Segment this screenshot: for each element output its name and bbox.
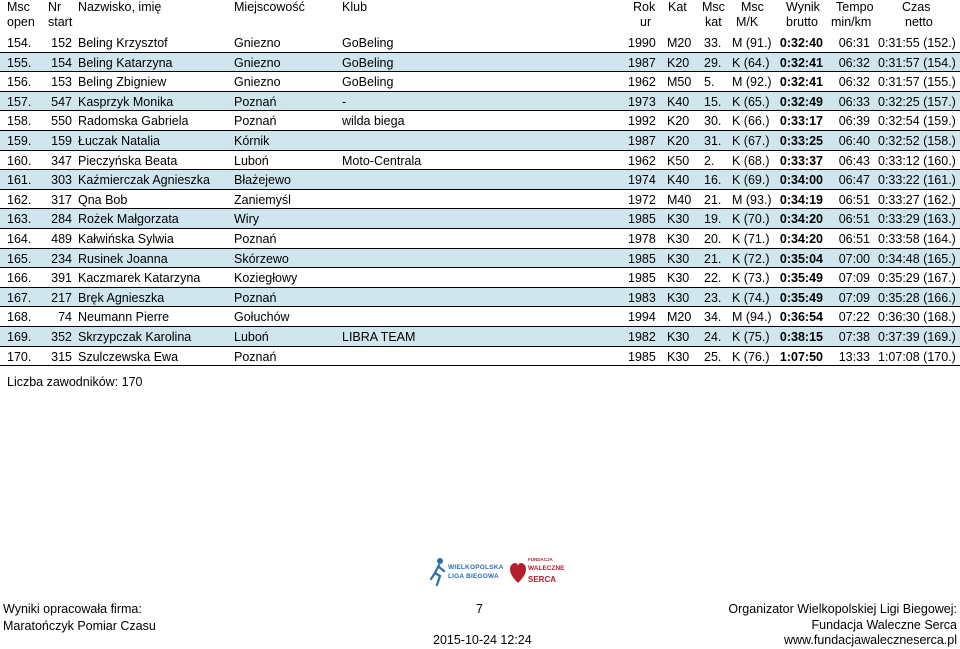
results-table bbox=[0, 33, 960, 366]
row-city: Poznań bbox=[234, 94, 277, 109]
header-club: Klub bbox=[342, 0, 368, 14]
header-nr: Nr bbox=[48, 0, 62, 14]
row-club: LIBRA TEAM bbox=[342, 329, 416, 344]
row-rok: 1985 bbox=[628, 212, 656, 227]
wielkopolska-liga-biegowa-logo bbox=[430, 555, 504, 589]
header-open: open bbox=[7, 15, 35, 29]
row-mk: M (91.) bbox=[732, 36, 772, 50]
row-rok: 1990 bbox=[628, 36, 656, 50]
row-tempo: 07:09 bbox=[838, 271, 870, 286]
row-tempo: 13:33 bbox=[838, 349, 870, 364]
row-city: Wiry bbox=[234, 212, 259, 227]
row-tempo: 07:00 bbox=[838, 251, 870, 266]
row-netto: 0:32:25 (157.) bbox=[878, 94, 956, 109]
row-netto: 0:35:28 (166.) bbox=[878, 290, 956, 305]
table-row bbox=[0, 288, 960, 308]
row-netto: 0:31:55 (152.) bbox=[878, 36, 956, 50]
table-row bbox=[0, 72, 960, 92]
row-name: Beling Zbigniew bbox=[78, 75, 167, 90]
row-brutto: 0:35:49 bbox=[779, 290, 823, 305]
row-msc: 164. bbox=[7, 231, 32, 246]
row-mk: K (74.) bbox=[732, 290, 770, 305]
row-brutto: 1:07:50 bbox=[779, 349, 823, 364]
row-msc-kat: 31. bbox=[704, 133, 722, 148]
table-row bbox=[0, 327, 960, 347]
row-city: Gniezno bbox=[234, 75, 281, 90]
row-name: Neumann Pierre bbox=[78, 310, 170, 325]
table-row bbox=[0, 33, 960, 53]
row-club: GoBeling bbox=[342, 36, 394, 50]
table-header bbox=[0, 0, 960, 32]
row-netto: 0:31:57 (155.) bbox=[878, 75, 956, 90]
row-club: Moto-Centrala bbox=[342, 153, 422, 168]
row-nr: 284 bbox=[51, 212, 72, 227]
row-city: Poznań bbox=[234, 290, 277, 305]
row-brutto: 0:34:19 bbox=[779, 192, 823, 207]
row-msc: 170. bbox=[7, 349, 32, 364]
row-rok: 1973 bbox=[628, 94, 656, 109]
row-kat: K50 bbox=[667, 153, 690, 168]
row-tempo: 06:43 bbox=[838, 153, 870, 168]
row-kat: K30 bbox=[667, 212, 690, 227]
row-tempo: 06:51 bbox=[838, 212, 870, 227]
row-nr: 347 bbox=[51, 153, 72, 168]
row-netto: 0:32:52 (158.) bbox=[878, 133, 956, 148]
row-msc: 166. bbox=[7, 271, 32, 286]
table-row bbox=[0, 190, 960, 210]
row-msc-kat: 29. bbox=[704, 55, 722, 70]
row-name: Łuczak Natalia bbox=[78, 133, 160, 148]
row-netto: 0:35:29 (167.) bbox=[878, 271, 956, 286]
table-row bbox=[0, 131, 960, 151]
row-name: Beling Katarzyna bbox=[78, 55, 173, 70]
row-kat: K30 bbox=[667, 290, 690, 305]
row-tempo: 06:47 bbox=[838, 173, 870, 188]
row-kat: K20 bbox=[667, 55, 690, 70]
row-netto: 0:32:54 (159.) bbox=[878, 114, 956, 129]
row-mk: K (67.) bbox=[732, 133, 770, 148]
row-msc: 154. bbox=[7, 36, 32, 50]
row-tempo: 07:38 bbox=[838, 329, 870, 344]
row-msc-kat: 21. bbox=[704, 192, 722, 207]
row-netto: 1:07:08 (170.) bbox=[878, 349, 956, 364]
row-name: Rożek Małgorzata bbox=[78, 212, 179, 227]
row-msc: 160. bbox=[7, 153, 32, 168]
row-mk: M (93.) bbox=[732, 192, 772, 207]
row-rok: 1994 bbox=[628, 310, 656, 325]
row-brutto: 0:33:25 bbox=[779, 133, 823, 148]
row-kat: K30 bbox=[667, 329, 690, 344]
header-msc-mk: Msc bbox=[741, 0, 764, 14]
row-name: Kasprzyk Monika bbox=[78, 94, 174, 109]
row-mk: M (92.) bbox=[732, 75, 772, 90]
row-city: Skórzewo bbox=[234, 251, 289, 266]
row-tempo: 06:51 bbox=[838, 192, 870, 207]
row-tempo: 06:39 bbox=[838, 114, 870, 129]
row-kat: K30 bbox=[667, 231, 690, 246]
footer-company-label: Wyniki opracowała firma: bbox=[3, 602, 142, 616]
row-msc-kat: 24. bbox=[704, 329, 722, 344]
row-kat: M20 bbox=[667, 36, 692, 50]
row-netto: 0:36:30 (168.) bbox=[878, 310, 956, 325]
logo-left-line1: WIELKOPOLSKA bbox=[448, 564, 504, 571]
row-tempo: 06:33 bbox=[838, 94, 870, 109]
row-rok: 1962 bbox=[628, 75, 656, 90]
row-nr: 234 bbox=[51, 251, 72, 266]
row-brutto: 0:32:49 bbox=[779, 94, 823, 109]
row-brutto: 0:33:37 bbox=[779, 153, 823, 168]
row-nr: 489 bbox=[51, 231, 72, 246]
table-row bbox=[0, 151, 960, 171]
row-tempo: 07:09 bbox=[838, 290, 870, 305]
row-msc: 168. bbox=[7, 310, 32, 325]
row-city: Poznań bbox=[234, 114, 277, 129]
row-msc: 158. bbox=[7, 114, 32, 129]
header-city: Miejscowość bbox=[234, 0, 305, 14]
header-ur: ur bbox=[640, 15, 652, 29]
row-kat: K40 bbox=[667, 173, 690, 188]
row-brutto: 0:32:41 bbox=[779, 55, 823, 70]
row-netto: 0:33:58 (164.) bbox=[878, 231, 956, 246]
row-msc-kat: 25. bbox=[704, 349, 722, 364]
row-rok: 1978 bbox=[628, 231, 656, 246]
row-netto: 0:33:12 (160.) bbox=[878, 153, 956, 168]
row-nr: 391 bbox=[51, 271, 72, 286]
footer-organizer-name: Fundacja Waleczne Serca bbox=[811, 618, 957, 632]
row-brutto: 0:32:41 bbox=[779, 75, 823, 90]
row-mk: K (72.) bbox=[732, 251, 770, 266]
row-name: Szulczewska Ewa bbox=[78, 349, 179, 364]
row-nr: 159 bbox=[51, 133, 72, 148]
row-mk: K (66.) bbox=[732, 114, 770, 129]
row-msc: 161. bbox=[7, 173, 32, 188]
row-name: Radomska Gabriela bbox=[78, 114, 189, 129]
row-nr: 303 bbox=[51, 173, 72, 188]
row-netto: 0:33:27 (162.) bbox=[878, 192, 956, 207]
table-row bbox=[0, 229, 960, 249]
row-nr: 152 bbox=[51, 36, 72, 50]
row-nr: 74 bbox=[58, 310, 72, 325]
row-city: Luboń bbox=[234, 329, 269, 344]
row-name: Beling Krzysztof bbox=[78, 36, 168, 50]
row-mk: K (69.) bbox=[732, 173, 770, 188]
row-msc-kat: 30. bbox=[704, 114, 722, 129]
row-netto: 0:31:57 (154.) bbox=[878, 55, 956, 70]
row-mk: K (70.) bbox=[732, 212, 770, 227]
row-city: Luboń bbox=[234, 153, 269, 168]
row-msc-kat: 16. bbox=[704, 173, 722, 188]
row-kat: K30 bbox=[667, 349, 690, 364]
row-brutto: 0:32:40 bbox=[779, 36, 823, 50]
row-kat: K20 bbox=[667, 133, 690, 148]
header-min-km: min/km bbox=[831, 15, 872, 29]
row-tempo: 06:31 bbox=[838, 36, 870, 50]
header-mk: M/K bbox=[736, 15, 759, 29]
table-row bbox=[0, 170, 960, 190]
page-number: 7 bbox=[476, 602, 483, 616]
row-tempo: 07:22 bbox=[838, 310, 870, 325]
row-netto: 0:33:22 (161.) bbox=[878, 173, 956, 188]
header-start: start bbox=[48, 15, 73, 29]
table-row bbox=[0, 92, 960, 112]
table-row bbox=[0, 268, 960, 288]
row-kat: M20 bbox=[667, 310, 692, 325]
row-city: Koziegłowy bbox=[234, 271, 298, 286]
row-brutto: 0:33:17 bbox=[779, 114, 823, 129]
row-club: GoBeling bbox=[342, 75, 394, 90]
row-kat: M40 bbox=[667, 192, 692, 207]
row-brutto: 0:34:20 bbox=[779, 231, 823, 246]
header-rok: Rok bbox=[633, 0, 656, 14]
row-nr: 547 bbox=[51, 94, 72, 109]
row-mk: K (65.) bbox=[732, 94, 770, 109]
row-msc-kat: 5. bbox=[704, 75, 715, 90]
table-row bbox=[0, 111, 960, 131]
row-name: Kałwińska Sylwia bbox=[78, 231, 174, 246]
heart-icon bbox=[510, 561, 526, 585]
table-row bbox=[0, 209, 960, 229]
waleczne-serca-logo bbox=[510, 555, 565, 591]
participant-count: Liczba zawodników: 170 bbox=[7, 375, 143, 389]
row-rok: 1983 bbox=[628, 290, 656, 305]
footer-company-name: Maratończyk Pomiar Czasu bbox=[3, 619, 156, 633]
row-nr: 550 bbox=[51, 114, 72, 129]
row-msc: 156. bbox=[7, 75, 32, 90]
row-rok: 1982 bbox=[628, 329, 656, 344]
logo-right-line3: SERCA bbox=[528, 575, 557, 584]
row-kat: K40 bbox=[667, 94, 690, 109]
row-rok: 1974 bbox=[628, 173, 656, 188]
row-msc-kat: 2. bbox=[704, 153, 715, 168]
row-mk: M (94.) bbox=[732, 310, 772, 325]
row-tempo: 06:51 bbox=[838, 231, 870, 246]
row-tempo: 06:32 bbox=[838, 55, 870, 70]
sponsor-logos bbox=[430, 555, 570, 591]
row-mk: K (76.) bbox=[732, 349, 770, 364]
row-rok: 1972 bbox=[628, 192, 656, 207]
row-msc: 155. bbox=[7, 55, 32, 70]
row-msc-kat: 19. bbox=[704, 212, 722, 227]
row-club: GoBeling bbox=[342, 55, 394, 70]
row-club: - bbox=[342, 94, 347, 109]
row-city: Poznań bbox=[234, 349, 277, 364]
row-city: Gniezno bbox=[234, 55, 281, 70]
row-name: Rusinek Joanna bbox=[78, 251, 168, 266]
row-msc-kat: 33. bbox=[704, 36, 722, 50]
row-name: Pieczyńska Beata bbox=[78, 153, 178, 168]
row-msc: 169. bbox=[7, 329, 32, 344]
row-nr: 153 bbox=[51, 75, 72, 90]
row-kat: M50 bbox=[667, 75, 692, 90]
row-nr: 315 bbox=[51, 349, 72, 364]
row-city: Poznań bbox=[234, 231, 277, 246]
runner-icon bbox=[430, 557, 446, 587]
row-rok: 1962 bbox=[628, 153, 656, 168]
row-name: Kaźmierczak Agnieszka bbox=[78, 173, 211, 188]
row-nr: 317 bbox=[51, 192, 72, 207]
table-row bbox=[0, 307, 960, 327]
header-name: Nazwisko, imię bbox=[78, 0, 162, 14]
row-kat: K30 bbox=[667, 271, 690, 286]
row-rok: 1985 bbox=[628, 271, 656, 286]
row-nr: 217 bbox=[51, 290, 72, 305]
row-mk: K (75.) bbox=[732, 329, 770, 344]
row-brutto: 0:38:15 bbox=[779, 329, 823, 344]
row-msc-kat: 22. bbox=[704, 271, 722, 286]
row-brutto: 0:36:54 bbox=[779, 310, 823, 325]
row-mk: K (73.) bbox=[732, 271, 770, 286]
row-nr: 154 bbox=[51, 55, 72, 70]
row-msc: 162. bbox=[7, 192, 32, 207]
logo-left-line2: LIGA BIEGOWA bbox=[448, 573, 499, 580]
row-netto: 0:34:48 (165.) bbox=[878, 251, 956, 266]
row-mk: K (71.) bbox=[732, 231, 770, 246]
row-msc: 163. bbox=[7, 212, 32, 227]
row-brutto: 0:34:00 bbox=[779, 173, 823, 188]
logo-right-line1: FUNDACJA bbox=[528, 557, 553, 562]
header-msc-kat: Msc bbox=[702, 0, 725, 14]
row-kat: K30 bbox=[667, 251, 690, 266]
logo-right-line2: WALECZNE bbox=[528, 565, 565, 572]
header-brutto: brutto bbox=[786, 15, 818, 29]
header-wynik: Wynik bbox=[786, 0, 820, 14]
row-msc: 167. bbox=[7, 290, 32, 305]
header-msc: Msc bbox=[7, 0, 30, 14]
header-czas: Czas bbox=[902, 0, 931, 14]
row-msc: 165. bbox=[7, 251, 32, 266]
table-row bbox=[0, 249, 960, 269]
row-club: wilda biega bbox=[342, 114, 405, 129]
header-tempo: Tempo bbox=[836, 0, 874, 14]
row-msc-kat: 15. bbox=[704, 94, 722, 109]
table-row bbox=[0, 347, 960, 367]
footer-organizer-label: Organizator Wielkopolskiej Ligi Biegowej: bbox=[728, 602, 957, 616]
row-name: Kaczmarek Katarzyna bbox=[78, 271, 201, 286]
row-city: Kórnik bbox=[234, 133, 270, 148]
row-city: Błażejewo bbox=[234, 173, 291, 188]
header-kat: Kat bbox=[668, 0, 687, 14]
row-msc-kat: 23. bbox=[704, 290, 722, 305]
row-msc-kat: 34. bbox=[704, 310, 722, 325]
row-city: Gołuchów bbox=[234, 310, 290, 325]
header-kat-sub: kat bbox=[705, 15, 722, 29]
table-row bbox=[0, 53, 960, 73]
row-rok: 1992 bbox=[628, 114, 656, 129]
footer-date: 2015-10-24 12:24 bbox=[433, 633, 532, 647]
row-msc: 159. bbox=[7, 133, 32, 148]
row-rok: 1987 bbox=[628, 55, 656, 70]
row-brutto: 0:34:20 bbox=[779, 212, 823, 227]
row-kat: K20 bbox=[667, 114, 690, 129]
row-tempo: 06:32 bbox=[838, 75, 870, 90]
row-rok: 1985 bbox=[628, 349, 656, 364]
row-rok: 1987 bbox=[628, 133, 656, 148]
row-rok: 1985 bbox=[628, 251, 656, 266]
row-name: Skrzypczak Karolina bbox=[78, 329, 192, 344]
row-name: Bręk Agnieszka bbox=[78, 290, 165, 305]
row-msc-kat: 21. bbox=[704, 251, 722, 266]
row-name: Qna Bob bbox=[78, 192, 128, 207]
header-netto: netto bbox=[905, 15, 933, 29]
row-msc: 157. bbox=[7, 94, 32, 109]
row-tempo: 06:40 bbox=[838, 133, 870, 148]
row-brutto: 0:35:04 bbox=[779, 251, 823, 266]
row-mk: K (64.) bbox=[732, 55, 770, 70]
row-netto: 0:37:39 (169.) bbox=[878, 329, 956, 344]
row-msc-kat: 20. bbox=[704, 231, 722, 246]
row-nr: 352 bbox=[51, 329, 72, 344]
row-mk: K (68.) bbox=[732, 153, 770, 168]
footer-organizer-url[interactable]: www.fundacjawaleczneserca.pl bbox=[783, 633, 957, 647]
row-city: Zaniemyśl bbox=[234, 192, 291, 207]
row-brutto: 0:35:49 bbox=[779, 271, 823, 286]
row-netto: 0:33:29 (163.) bbox=[878, 212, 956, 227]
row-city: Gniezno bbox=[234, 36, 281, 50]
